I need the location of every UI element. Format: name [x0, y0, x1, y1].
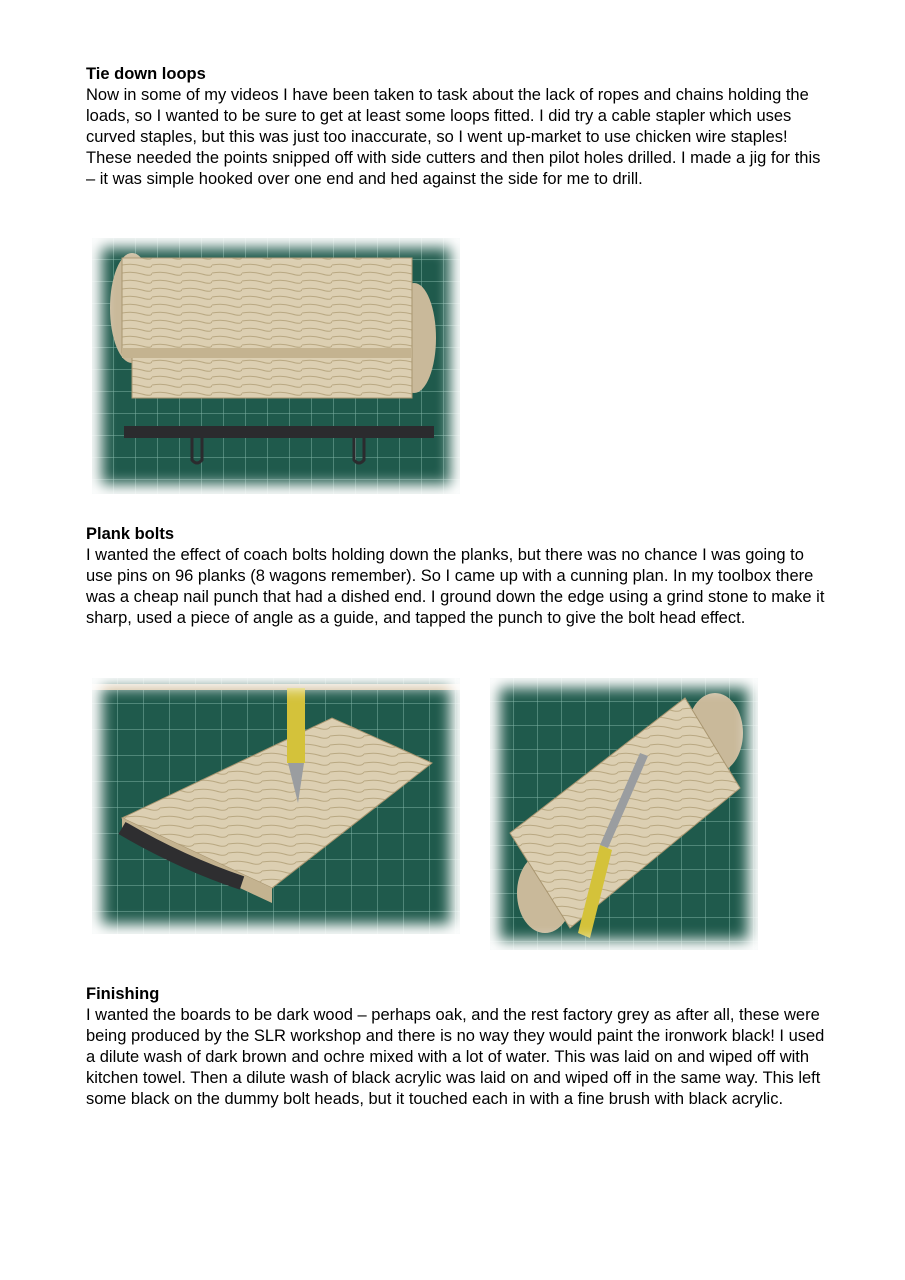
section-paragraph: I wanted the effect of coach bolts holding down the planks, but there was no chance I was going to use pins on 96 planks (8 wagons remember). So I came up with a cunning plan. In my toolbox there was a cheap nail punch that had a dished end. I ground down the edge using a grind stone to make it sharp, used a piece of angle as a guide, and tapped the punch to give the bolt head effect. [86, 546, 825, 627]
section-paragraph: Now in some of my videos I have been taken to task about the lack of ropes and chains holding the loads, so I wanted to be sure to get at least some loops fitted. I did try a cable stapler which uses curved staples, but this was just too inaccurate, so I went up-market to use chicken wire staples! These needed the points snipped off with side cutters and then pilot holes drilled. I made a jig for this – it was simple hooked over one end and hed against the side for me to drill. [86, 86, 821, 188]
photo-board-with-punch [92, 678, 460, 934]
section-finishing [86, 984, 826, 1110]
photo-boards-with-jig [92, 238, 460, 494]
section-heading: Finishing [86, 985, 160, 1003]
section-plank-bolts [86, 524, 826, 629]
section-heading: Plank bolts [86, 525, 175, 543]
section-heading: Tie down loops [86, 65, 206, 83]
section-paragraph: I wanted the boards to be dark wood – perhaps oak, and the rest factory grey as after all, these were being produced by the SLR workshop and there is no way they would paint the ironwork black! I used a dilute wash of dark brown and ochre mixed with a lot of water. This was laid on and wiped off with kitchen towel. Then a dilute wash of black acrylic was laid on and wiped off in the same way. This left some black on the dummy bolt heads, but it touched each in with a fine brush with black acrylic. [86, 1006, 825, 1108]
photo-board-top-view [490, 678, 758, 950]
section-tie-down-loops [86, 64, 826, 190]
